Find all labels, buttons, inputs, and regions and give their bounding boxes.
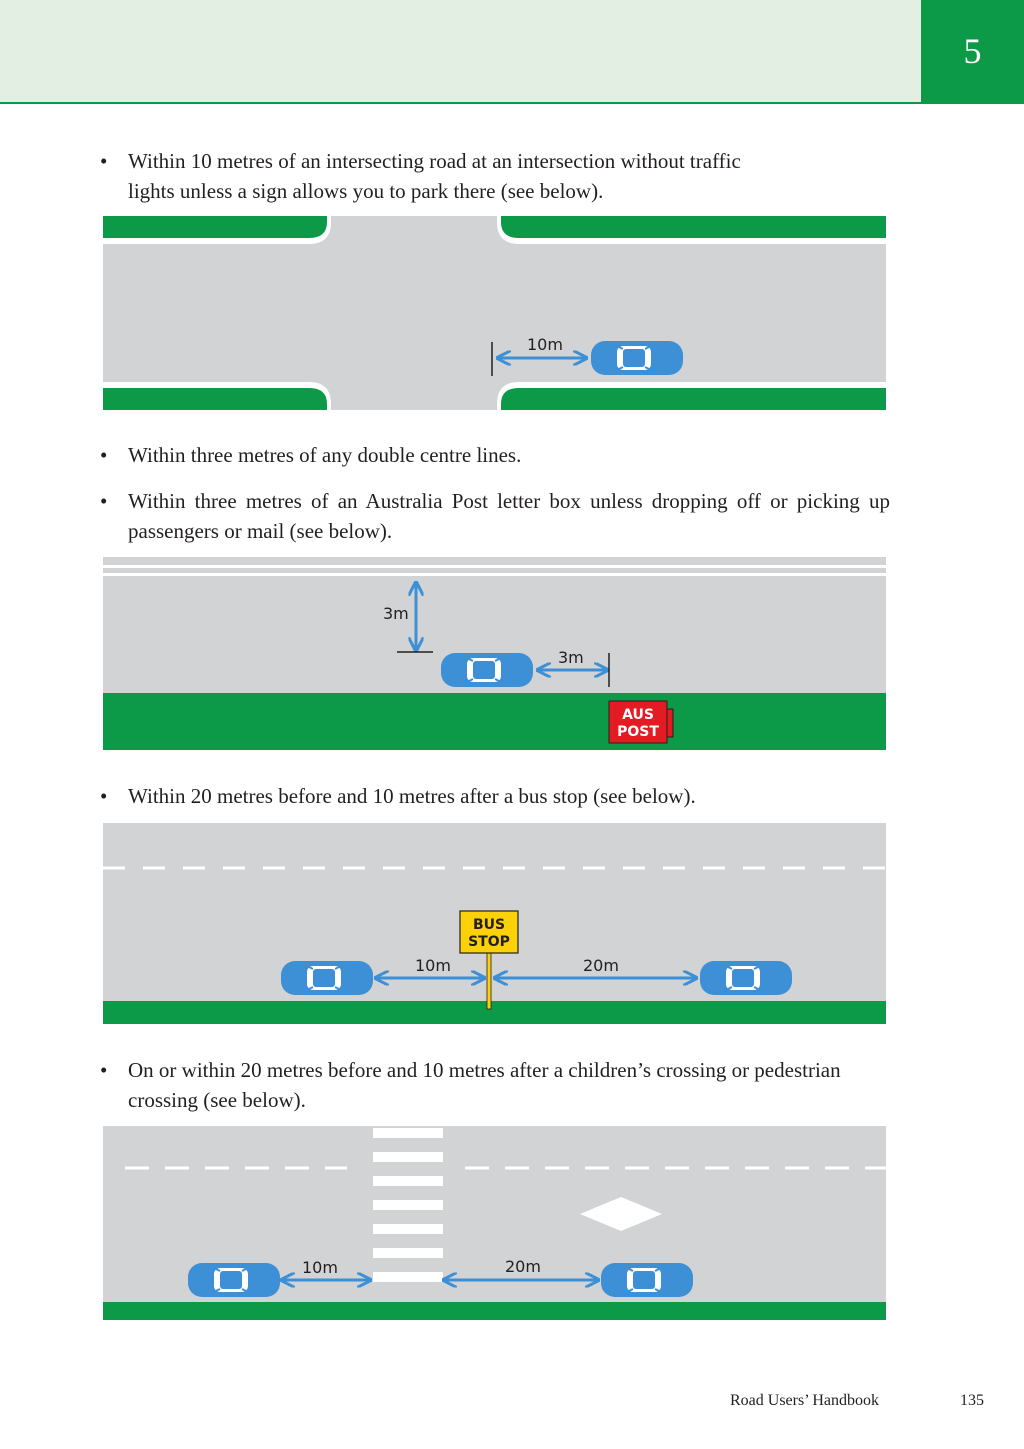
bullet-double-lines — [100, 440, 890, 470]
header-band — [0, 0, 921, 104]
car-before-crossing — [188, 1263, 280, 1297]
bullet-marker: • — [100, 489, 108, 513]
car-after-stop — [700, 961, 792, 995]
parked-car — [441, 653, 533, 687]
footer-title: Road Users’ Handbook — [730, 1392, 880, 1409]
bus-stop-sign-line2: STOP — [468, 934, 510, 950]
vertical-distance-label: 3m — [383, 604, 409, 623]
bus-stop-diagram — [103, 823, 886, 1024]
bullet-text: Within 20 metres before and 10 metres after a bus stop (see below). — [128, 784, 696, 808]
chapter-number: 5 — [963, 31, 982, 71]
crossing-diagram — [103, 1126, 886, 1320]
car-after-crossing — [601, 1263, 693, 1297]
bullet-marker: • — [100, 1058, 108, 1082]
intersection-diagram — [103, 216, 886, 410]
aus-post-sign-line2: POST — [617, 724, 659, 740]
letterbox-diagram — [103, 557, 886, 750]
page-number: 135 — [960, 1392, 984, 1409]
chapter-tab — [921, 0, 1024, 104]
bullet-crossing — [100, 1055, 890, 1115]
parked-car — [591, 341, 683, 375]
after-distance-label: 20m — [583, 956, 619, 975]
bullet-text: On or within 20 metres before and 10 metres after a children’s crossing or pedestrian crossing (see below). — [128, 1058, 841, 1112]
before-distance-label: 10m — [302, 1258, 338, 1277]
distance-label: 10m — [527, 335, 563, 354]
bullet-text: Within three metres of any double centre lines. — [128, 443, 522, 467]
bullet-text: Within three metres of an Australia Post letter box unless dropping off or picking up passengers or mail (see below). — [128, 489, 890, 543]
bus-stop-sign-line1: BUS — [472, 917, 506, 933]
aus-post-sign-line1: AUS — [622, 707, 654, 723]
car-before-stop — [281, 961, 373, 995]
bullet-marker: • — [100, 149, 108, 173]
before-distance-label: 10m — [415, 956, 451, 975]
bullet-text: Within 10 metres of an intersecting road at an intersection without traffic lights unless a sign allows you to park there (see below). — [128, 149, 741, 203]
bullet-marker: • — [100, 784, 108, 808]
horizontal-distance-label: 3m — [558, 648, 584, 667]
bullet-marker: • — [100, 443, 108, 467]
bullet-letter-box — [100, 486, 890, 546]
bullet-intersection — [100, 146, 890, 206]
after-distance-label: 20m — [505, 1257, 541, 1276]
bullet-bus-stop — [100, 781, 890, 811]
